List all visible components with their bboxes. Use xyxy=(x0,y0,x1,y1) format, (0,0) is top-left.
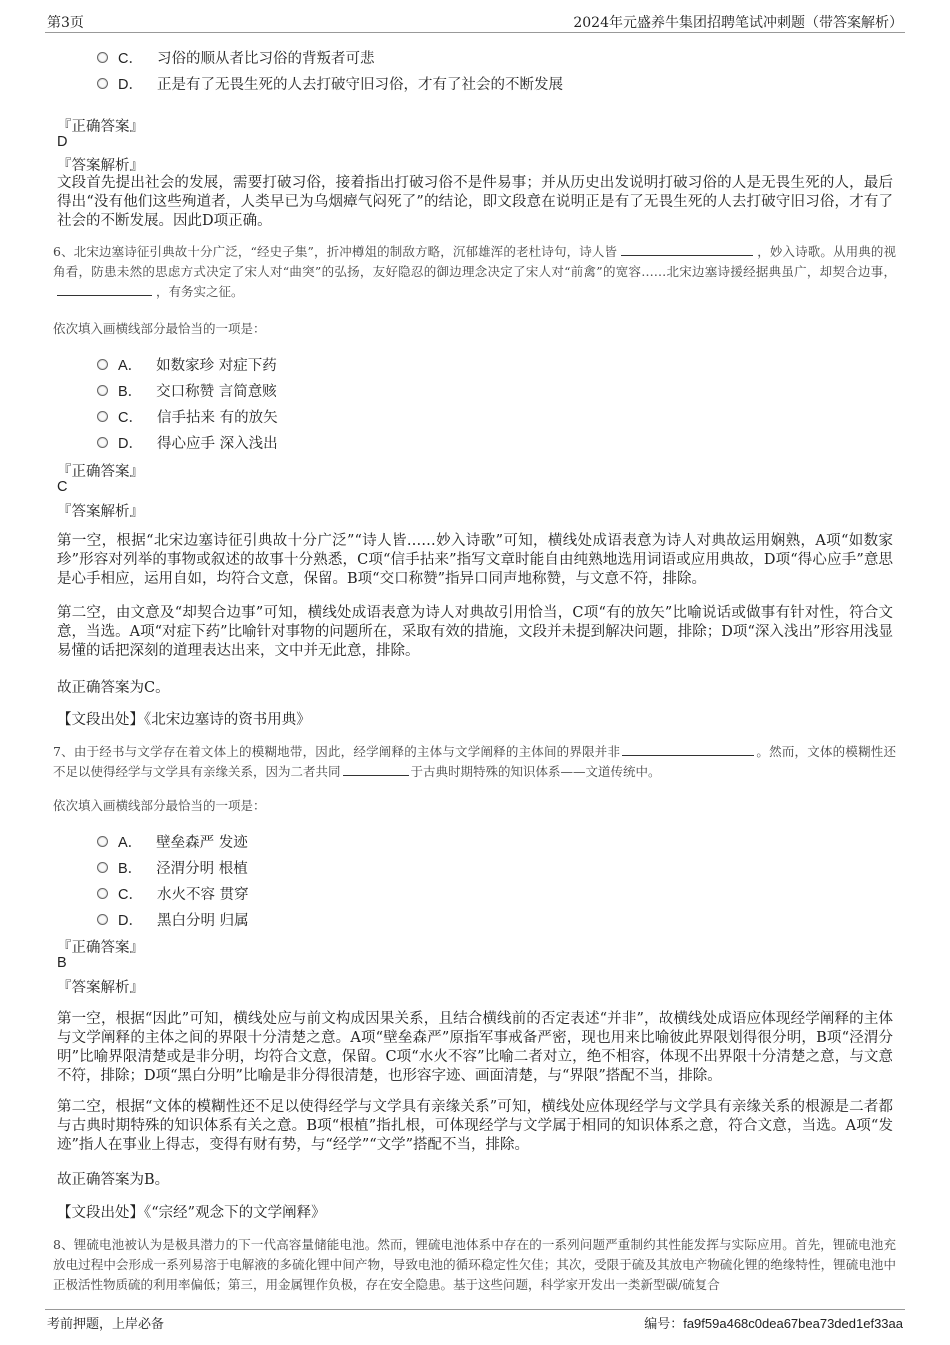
page-number: 第3页 xyxy=(47,15,84,31)
q7-analysis-label: 『答案解析』 xyxy=(57,980,144,996)
q6-option-b[interactable]: B． 交口称赞 言简意赅 xyxy=(97,380,277,401)
q6-option-c[interactable]: C． 信手拈来 有的放矢 xyxy=(97,406,278,427)
radio-icon[interactable] xyxy=(97,411,108,422)
q5-option-c[interactable]: C． 习俗的顺从者比习俗的背叛者可悲 xyxy=(97,47,374,68)
blank-line xyxy=(621,243,753,256)
header-divider xyxy=(45,32,905,33)
q7-option-d[interactable]: D． 黑白分明 归属 xyxy=(97,909,249,930)
q7-option-b[interactable]: B． 泾渭分明 根植 xyxy=(97,857,248,878)
q7-option-c[interactable]: C． 水火不容 贯穿 xyxy=(97,883,249,904)
q7-answer: B xyxy=(57,955,67,971)
radio-icon[interactable] xyxy=(97,359,108,370)
q5-answer: D xyxy=(57,134,68,150)
q6-answer: C xyxy=(57,479,68,495)
q6-option-d[interactable]: D． 得心应手 深入浅出 xyxy=(97,432,278,453)
q7-option-a[interactable]: A． 壁垒森严 发迹 xyxy=(97,831,248,852)
radio-icon[interactable] xyxy=(97,52,108,63)
q7-prompt: 依次填入画横线部分最恰当的一项是： xyxy=(53,798,266,813)
q8-question: 8、锂硫电池被认为是极具潜力的下一代高容量储能电池。然而，锂硫电池体系中存在的一系列问题严重制约其性能发挥与实际应用。首先，锂硫电池充放电过程中会形成一系列易溶于电解液的多硫化锂中间产物，导致电池的循环稳定性欠佳；其次，受限于硫及其放电产物硫化锂的绝缘特性，锂硫电池中正极活性物质硫的利用率偏低；第三，用金属锂作负极，存在安全隐患。基于这些问题，科学家开发出一类新型碳/硫复合 xyxy=(53,1237,896,1292)
blank-line xyxy=(343,763,409,776)
blank-line xyxy=(622,743,754,756)
q6-analysis-label: 『答案解析』 xyxy=(57,504,144,520)
q6-source: 【文段出处】《北宋边塞诗的资书用典》 xyxy=(57,712,311,728)
q6-analysis-para2: 第二空，由文意及“却契合边事”可知，横线处成语表意为诗人对典故引用恰当，C项“有的放矢”比喻说话或做事有针对性，符合文意，当选。A项“对症下药”比喻针对事物的问题所在，采取有效的措施，文段并未提到解决问题，排除；D项“深入浅出”形容用浅显易懂的话把深刻的道理表达出来，文中并无此意，排除。 xyxy=(57,605,893,659)
q6-option-a[interactable]: A． 如数家珍 对症下药 xyxy=(97,354,277,375)
radio-icon[interactable] xyxy=(97,437,108,448)
q6-question: 6、北宋边塞诗征引典故十分广泛，“经史子集”，折冲樽俎的制敌方略，沉郁雄浑的老杜诗句，诗人皆 ，妙入诗歌。从用典的视角看，防患未然的思虑方式决定了宋人对“曲突”的弘扬，友好隐忍的御边理念决定了宋人对“前禽”的宽容……北宋边塞诗援经据典虽广，却契合边事，，有务实之征。 xyxy=(53,244,896,299)
radio-icon[interactable] xyxy=(97,836,108,847)
footer-divider xyxy=(45,1309,905,1310)
q5-option-d[interactable]: D． 正是有了无畏生死的人去打破守旧习俗，才有了社会的不断发展 xyxy=(97,73,563,94)
q6-conclusion: 故正确答案为C。 xyxy=(57,680,170,696)
document-code: 编号：fa9f59a468c0dea67bea73ded1ef33aa xyxy=(644,1316,903,1332)
q7-answer-label: 『正确答案』 xyxy=(57,940,144,956)
radio-icon[interactable] xyxy=(97,862,108,873)
radio-icon[interactable] xyxy=(97,78,108,89)
blank-line xyxy=(57,283,152,296)
q5-analysis-label: 『答案解析』 xyxy=(57,158,144,174)
radio-icon[interactable] xyxy=(97,914,108,925)
radio-icon[interactable] xyxy=(97,888,108,899)
q6-answer-label: 『正确答案』 xyxy=(57,464,144,480)
q7-question: 7、由于经书与文学存在着文体上的模糊地带，因此，经学阐释的主体与文学阐释的主体间的界限并非 。然而，文体的模糊性还不足以使得经学与文学具有亲缘关系，因为二者共同 于古典时期特殊的知识体系——文道传统中。 xyxy=(53,744,896,779)
q7-conclusion: 故正确答案为B。 xyxy=(57,1172,170,1188)
q6-prompt: 依次填入画横线部分最恰当的一项是： xyxy=(53,321,266,336)
q5-analysis: 文段首先提出社会的发展，需要打破习俗，接着指出打破习俗不是件易事；并从历史出发说明打破习俗的人是无畏生死的人，最后得出“没有他们这些殉道者，人类早已为乌烟瘴气闷死了”的结论，即文段意在说明正是有了无畏生死的人去打破守旧习俗，才有了社会的不断发展。因此D项正确。 xyxy=(57,175,893,229)
q5-answer-label: 『正确答案』 xyxy=(57,119,144,135)
q7-source: 【文段出处】《“宗经”观念下的文学阐释》 xyxy=(57,1205,326,1221)
q7-analysis-para2: 第二空，根据“文体的模糊性还不足以使得经学与文学具有亲缘关系”可知，横线处应体现经学与文学具有亲缘关系的根源是二者都与古典时期特殊的知识体系有关之意。B项“根植”指扎根，可体现经学与文学属于相同的知识体系之意，符合文意，当选。A项“发迹”指人在事业上得志，变得有财有势，与“经学”“文学”搭配不当，排除。 xyxy=(57,1099,893,1153)
q7-analysis-para1: 第一空，根据“因此”可知，横线处应与前文构成因果关系，且结合横线前的否定表述“并非”，故横线处成语应体现经学阐释的主体与文学阐释的主体之间的界限十分清楚之意。A项“壁垒森严”原指军事戒备严密，现也用来比喻彼此界限划得很分明，B项“泾渭分明”比喻界限清楚或是非分明，均符合文意，保留。C项“水火不容”比喻二者对立，绝不相容，体现不出界限十分清楚之意，与文意不符，排除；D项“黑白分明”比喻是非分得很清楚，也形容字迹、画面清楚，与“界限”搭配不当，排除。 xyxy=(57,1011,893,1084)
document-title: 2024年元盛养牛集团招聘笔试冲刺题（带答案解析） xyxy=(573,15,903,31)
footer-slogan: 考前押题，上岸必备 xyxy=(47,1317,165,1332)
radio-icon[interactable] xyxy=(97,385,108,396)
q6-analysis-para1: 第一空，根据“北宋边塞诗征引典故十分广泛”“诗人皆……妙入诗歌”可知，横线处成语表意为诗人对典故运用娴熟，A项“如数家珍”形容对列举的事物或叙述的故事十分熟悉，C项“信手拈来”指写文章时能自由纯熟地选用词语或应用典故，D项“得心应手”意思是心手相应，运用自如，均符合文意，保留。B项“交口称赞”指异口同声地称赞，与文意不符，排除。 xyxy=(57,533,893,587)
